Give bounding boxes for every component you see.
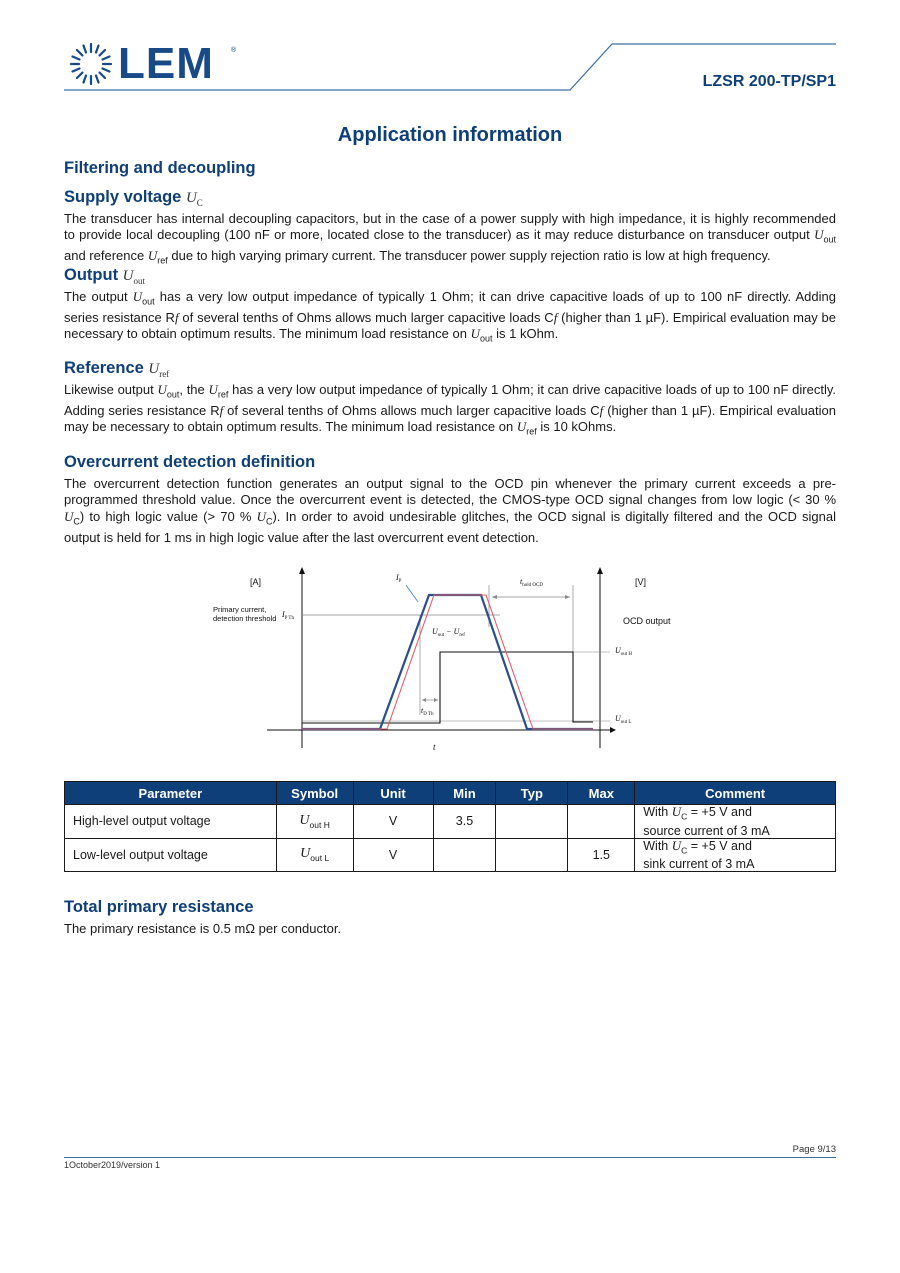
cell-parameter: Low-level output voltage xyxy=(65,838,277,872)
table-row xyxy=(65,838,836,872)
output-paragraph: The output $U_{out}$ has a very low output impedance of typically 1 Ohm; it can drive capacitive loads of up to 100 nF directly. Adding series resistance Rf of several tenths of Ohms allows much larger capacitive loads Cf (higher than 1 µF). Empirical evaluation may be necessary to obtain optimum results. The minimum load resistance on $U_{out}$ is 1 kOhm. xyxy=(64,289,836,344)
cell-max xyxy=(568,805,635,839)
ip-label: $I_P$ xyxy=(396,573,402,584)
cell-max: 1.5 xyxy=(568,838,635,872)
table-header-row xyxy=(65,782,836,805)
cell-unit: V xyxy=(353,838,433,872)
reference-symbol: $U_{ref}$ xyxy=(148,361,170,379)
tdth-label: $t_{D Th}$ xyxy=(421,706,434,717)
time-axis-label: t xyxy=(433,742,436,752)
cell-min: 3.5 xyxy=(433,805,496,839)
threshold-label-1: Primary current, xyxy=(213,605,267,614)
uout-uref-label: $U_{out} - U_{ref}$ xyxy=(432,627,465,638)
thold-label: $t_{hold OCD}$ xyxy=(520,577,543,588)
right-unit-label: [V] xyxy=(635,577,647,587)
heading-output: Output $U_{out}$ xyxy=(64,266,146,286)
ocd-timing-diagram xyxy=(200,565,700,760)
document-version: 1October2019/version 1 xyxy=(64,1160,161,1170)
threshold-label-2: detection threshold xyxy=(213,614,277,623)
page-number: Page 9/13 xyxy=(792,1144,836,1155)
lem-logo-icon xyxy=(66,40,116,88)
ip-th-label: $I_{P Th}$ xyxy=(282,610,294,621)
col-header: Min xyxy=(433,782,496,805)
supply-symbol: $U_C$ xyxy=(185,190,203,208)
cell-symbol: $U_{out L}$ xyxy=(276,838,353,872)
col-header: Max xyxy=(568,782,635,805)
cell-comment: With $U_C = +5$ V and source current of 3 mA xyxy=(635,805,836,839)
heading-reference: Reference $U_{ref}$ xyxy=(64,359,170,379)
cell-min xyxy=(433,838,496,872)
col-header: Parameter xyxy=(65,782,277,805)
logo-wordmark: LEM xyxy=(118,39,214,88)
uoutl-label: $U_{out L}$ xyxy=(615,714,632,725)
page-title: Application information xyxy=(337,124,563,146)
output-spec-table xyxy=(64,781,836,872)
cell-symbol: $U_{out H}$ xyxy=(276,805,353,839)
heading-primary-resistance: Total primary resistance xyxy=(64,898,254,916)
cell-typ xyxy=(496,805,568,839)
footer-rule xyxy=(64,1157,836,1158)
logo-registered-mark: ® xyxy=(231,47,237,54)
table-row xyxy=(65,805,836,839)
col-header: Symbol xyxy=(276,782,353,805)
heading-filtering: Filtering and decoupling xyxy=(64,159,256,177)
col-header: Typ xyxy=(496,782,568,805)
resistance-paragraph: The primary resistance is 0.5 mΩ per conductor. xyxy=(64,921,342,936)
ocd-paragraph: The overcurrent detection function generates an output signal to the OCD pin whenever the primary current exceeds a pre-programmed threshold value. Once the overcurrent event is detected, the CMOS-type OCD signal changes from low logic (< 30 % $U_C$) to high logic value (> 70 % $U_C$). In order to avoid undesirable glitches, the OCD signal is digitally filtered and the OCD signal output is held for 1 ms in high logic value after the last overcurrent event detection. xyxy=(64,476,836,545)
ocd-output-trace xyxy=(302,652,593,723)
cell-typ xyxy=(496,838,568,872)
heading-overcurrent: Overcurrent detection definition xyxy=(64,453,316,471)
cell-parameter: High-level output voltage xyxy=(65,805,277,839)
heading-supply-voltage: Supply voltage $U_C$ xyxy=(64,188,203,208)
supply-paragraph: The transducer has internal decoupling capacitors, but in the case of a power supply with high impedance, it is highly recommended to provide local decoupling (100 nF or more, located close to the transducer) as it may reduce disturbance on transducer output $U_{out}$ and reference $U_{ref}$ due to high varying primary current. The transducer power supply rejection ratio is low at high frequency. xyxy=(64,211,836,266)
model-number: LZSR 200-TP/SP1 xyxy=(702,73,836,90)
uouth-label: $U_{out H}$ xyxy=(615,646,633,657)
cell-unit: V xyxy=(353,805,433,839)
reference-paragraph: Likewise output $U_{out}$, the $U_{ref}$ has a very low output impedance of typically 1 Ohm; it can drive capacitive loads of up to 100 nF directly. Adding series resistance Rf of several tenths of Ohms allows much larger capacitive loads Cf (higher than 1 µF). Empirical evaluation may be necessary to obtain optimum results. The minimum load resistance on $U_{ref}$ is 10 kOhms. xyxy=(64,382,836,437)
col-header: Unit xyxy=(353,782,433,805)
col-header: Comment xyxy=(635,782,836,805)
ocd-output-label: OCD output xyxy=(623,616,671,626)
output-symbol: $U_{out}$ xyxy=(122,268,146,286)
left-unit-label: [A] xyxy=(250,577,262,587)
cell-comment: With $U_C = +5$ V and sink current of 3 mA xyxy=(635,838,836,872)
